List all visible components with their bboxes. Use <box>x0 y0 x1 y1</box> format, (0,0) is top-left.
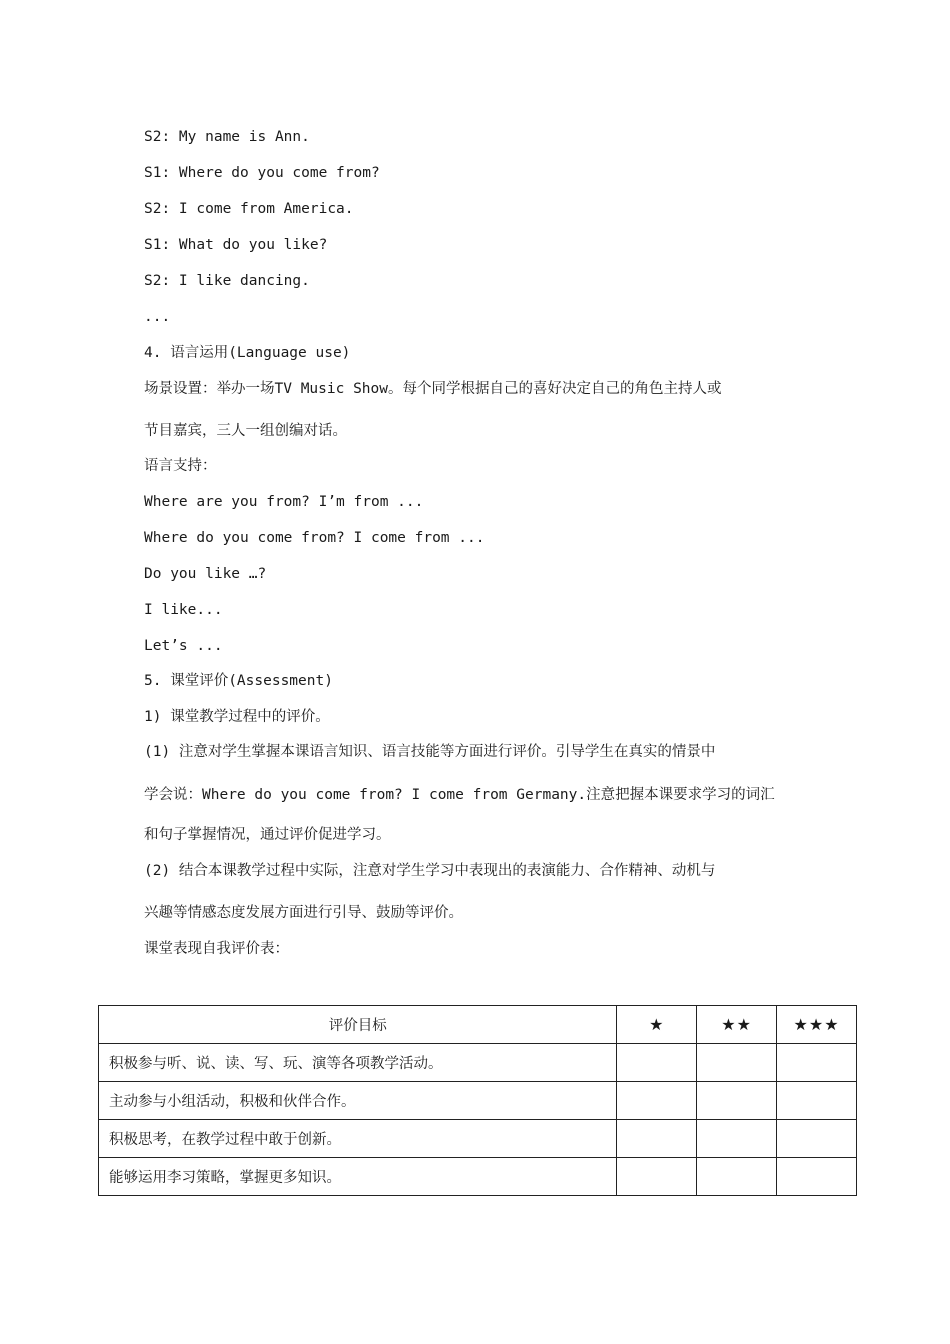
table-row <box>99 1044 857 1082</box>
dialogue-line: S2: My name is Ann. <box>144 129 310 145</box>
paragraph-1-line-2: 学会说：Where do you come from? I come from Germany.注意把握本课要求学习的词汇 <box>144 787 775 803</box>
support-sentence: Where do you come from? I come from ... <box>144 530 485 546</box>
goal-cell: 主动参与小组活动，积极和伙伴合作。 <box>99 1082 617 1120</box>
table-row <box>99 1082 857 1120</box>
rating-cell[interactable] <box>777 1082 857 1120</box>
support-sentence: Let’s ... <box>144 638 223 654</box>
self-assessment-table <box>98 1005 857 1196</box>
dialogue-ellipsis: ... <box>144 309 171 325</box>
rating-cell[interactable] <box>617 1044 697 1082</box>
table-row <box>99 1120 857 1158</box>
goal-cell: 积极思考，在教学过程中敢于创新。 <box>99 1120 617 1158</box>
rating-cell[interactable] <box>617 1082 697 1120</box>
section-4-heading: 4. 语言运用(Language use) <box>144 345 351 361</box>
support-sentence: Do you like …? <box>144 566 267 582</box>
paragraph-2-line-1: (2) 结合本课教学过程中实际，注意对学生学习中表现出的表演能力、合作精神、动机与 <box>144 863 716 879</box>
table-row <box>99 1158 857 1196</box>
header-two-stars: ★★ <box>697 1006 777 1044</box>
header-three-stars: ★★★ <box>777 1006 857 1044</box>
rating-cell[interactable] <box>697 1082 777 1120</box>
rating-cell[interactable] <box>777 1158 857 1196</box>
header-goal: 评价目标 <box>99 1006 617 1044</box>
subsection-1-heading: 1) 课堂教学过程中的评价。 <box>144 709 330 725</box>
table-caption: 课堂表现自我评价表： <box>144 941 289 957</box>
header-one-star: ★ <box>617 1006 697 1044</box>
scene-text-line-1: 场景设置：举办一场TV Music Show。每个同学根据自己的喜好决定自己的角色主持人或 <box>144 381 722 397</box>
dialogue-line: S1: Where do you come from? <box>144 165 380 181</box>
goal-cell: 能够运用李习策略，掌握更多知识。 <box>99 1158 617 1196</box>
goal-cell: 积极参与听、说、读、写、玩、演等各项教学活动。 <box>99 1044 617 1082</box>
rating-cell[interactable] <box>777 1120 857 1158</box>
scene-text-line-2: 节目嘉宾，三人一组创编对话。 <box>144 423 347 439</box>
rating-cell[interactable] <box>617 1120 697 1158</box>
table-header-row <box>99 1006 857 1044</box>
dialogue-line: S1: What do you like? <box>144 237 328 253</box>
section-5-heading: 5. 课堂评价(Assessment) <box>144 673 333 689</box>
rating-cell[interactable] <box>617 1158 697 1196</box>
rating-cell[interactable] <box>697 1044 777 1082</box>
support-label: 语言支持： <box>144 458 217 474</box>
support-sentence: Where are you from? I’m from ... <box>144 494 424 510</box>
dialogue-line: S2: I come from America. <box>144 201 354 217</box>
dialogue-line: S2: I like dancing. <box>144 273 310 289</box>
rating-cell[interactable] <box>777 1044 857 1082</box>
paragraph-1-line-3: 和句子掌握情况，通过评价促进学习。 <box>144 827 391 843</box>
paragraph-2-line-2: 兴趣等情感态度发展方面进行引导、鼓励等评价。 <box>144 905 463 921</box>
rating-cell[interactable] <box>697 1120 777 1158</box>
rating-cell[interactable] <box>697 1158 777 1196</box>
paragraph-1-line-1: (1) 注意对学生掌握本课语言知识、语言技能等方面进行评价。引导学生在真实的情景中 <box>144 744 716 760</box>
support-sentence: I like... <box>144 602 223 618</box>
